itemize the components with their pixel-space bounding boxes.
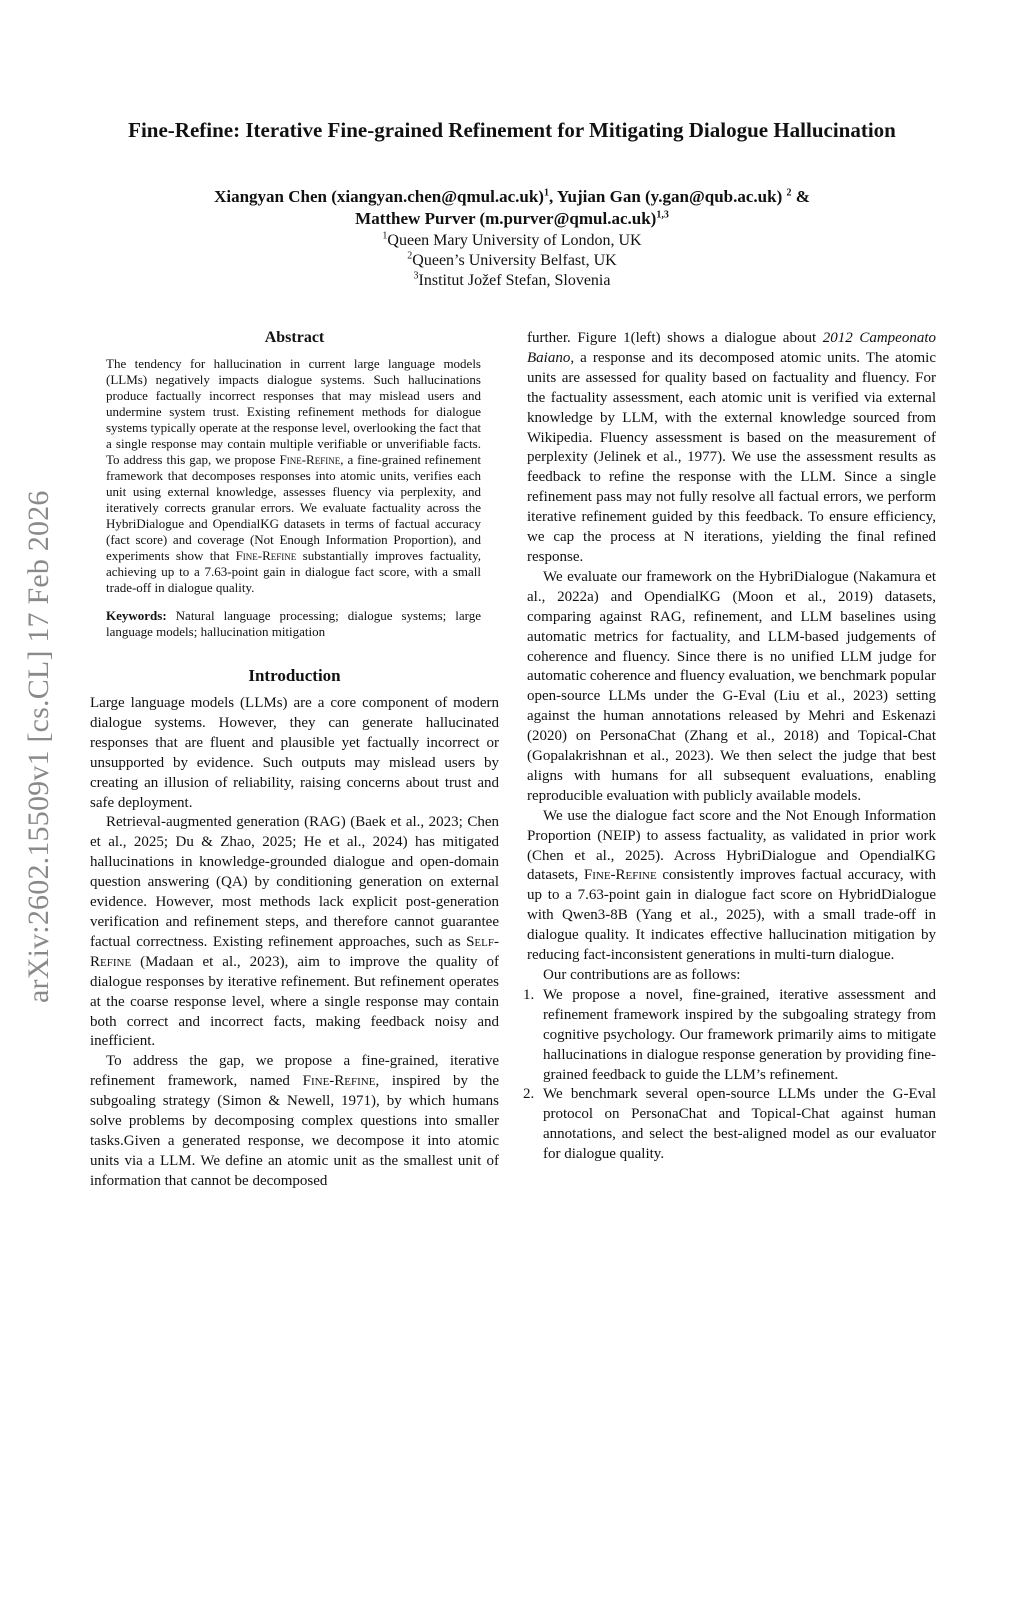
author-list: [120, 186, 904, 230]
intro-paragraph-2: Retrieval-augmented generation (RAG) (Baek et al., 2023; Chen et al., 2025; Du & Zhao, 2025; He et al., 2024) has mitigated hallucinations in knowledge-grounded dialogue and open-domain question answering (QA) by conditioning generation on external evidence. However, most methods lack explicit post-generation verification and refinement steps, and therefore cannot guarantee factual correctness. Existing refinement approaches, such as Self-Refine (Madaan et al., 2023), aim to improve the quality of dialogue responses by iterative refinement. But refinement operates at the coarse response level, where a single response may contain both correct and incorrect facts, making feedback noisy and inefficient.: [90, 814, 499, 1050]
intro-paragraph-1: Large language models (LLMs) are a core component of modern dialogue systems. However, they can generate hallucinated responses that are fluent and plausible yet factually incorrect or unsupported by evidence. Such outputs may mislead users by creating an illusion of reliability, raising concerns about trust and safe deployment.: [90, 695, 499, 811]
affiliation-item: $^2$Queen’s University Belfast, UK: [407, 250, 617, 269]
contribution-item: 2. We benchmark several open-source LLMs under the G-Eval protocol on PersonaChat and Topical-Chat against human annotations, and select the best-aligned model as our evaluator for dialogue quality.: [523, 1086, 936, 1163]
author-gan: , Yujian Gan (y.gan@qub.ac.uk): [548, 187, 787, 206]
author-ampersand: &: [791, 187, 810, 206]
contributions-list: [523, 986, 936, 1165]
keywords: Keywords: Natural language processing; dialogue systems; large language models; hallucination mitigation: [106, 608, 481, 639]
arxiv-identifier-text: arXiv:2602.15509v1 [cs.CL] 17 Feb 2026: [22, 490, 55, 1003]
abstract-heading: Abstract: [264, 329, 325, 346]
introduction-heading: Introduction: [248, 666, 341, 685]
author-purver: Matthew Purver (m.purver@qmul.ac.uk): [355, 209, 657, 228]
right-paragraph-2: We evaluate our framework on the HybriDialogue (Nakamura et al., 2022a) and OpendialKG (Moon et al., 2019) datasets, comparing against RAG, refinement, and LLM baselines using automatic metrics for factuality, and LLM-based judgements of coherence and fluency. Since there is no unified LLM judge for automatic coherence and fluency evaluation, we benchmark popular open-source LLMs under the G-Eval (Liu et al., 2023) setting against the human annotations released by Mehri and Eskenazi (2020) on PersonaChat (Zhang et al., 2018) and Topical-Chat (Gopalakrishnan et al., 2023). We then select the judge that best aligns with humans for all subsequent evaluations, enabling reproducible evaluation with publicly available models.: [527, 568, 936, 804]
right-column: [523, 329, 937, 1165]
right-paragraph-1: further. Figure 1(left) shows a dialogue about 2012 Campeonato Baiano, a response and its decomposed atomic units. The atomic units are assessed for quality based on factuality and fluency. For the factuality assessment, each atomic unit is verified via external knowledge by LLM, with the external knowledge sourced from Wikipedia. Fluency assessment is based on the measurement of perplexity (Jelinek et al., 1977). We use the assessment results as feedback to refine the response with the LLM. Since a single refinement pass may not fully resolve all factual errors, we perform iterative refinement guided by this feedback. To ensure efficiency, we cap the process at N iterations, yielding the final refined response.: [527, 330, 936, 565]
left-column: [90, 328, 499, 1192]
affiliation-item: $^3$Institut Jožef Stefan, Slovenia: [413, 270, 611, 289]
right-paragraph-3: We use the dialogue fact score and the Not Enough Information Proportion (NEIP) to assess factuality, as validated in prior work (Chen et al., 2025). Across HybriDialogue and OpendialKG datasets, Fine-Refine consistently improves factual accuracy, with up to a 7.63-point gain in dialogue fact score on HybridDialogue with Qwen3-8B (Yang et al., 2025), with a small trade-off in dialogue quality. It indicates effective hallucination mitigation by reducing fact-inconsistent generations in multi-turn dialogue.: [527, 807, 937, 964]
contribution-item: 1. We propose a novel, fine-grained, iterative assessment and refinement framework inspired by the subgoaling strategy from cognitive psychology. Our framework primarily aims to mitigate hallucinations in dialogue response generation by providing fine-grained feedback to guide the LLM’s refinement.: [523, 986, 936, 1083]
right-paragraph-4: Our contributions are as follows:: [543, 967, 741, 983]
author-chen-affil: 1: [543, 187, 549, 199]
arxiv-identifier-stamp: [22, 490, 55, 1603]
author-purver-affil: 1,3: [656, 209, 669, 221]
affiliation-item: $^1$Queen Mary University of London, UK: [382, 230, 642, 249]
abstract-body: The tendency for hallucination in current large language models (LLMs) negatively impacts dialogue systems. Such hallucinations produce factually incorrect responses that may mislead users and undermine system trust. Existing refinement methods for dialogue systems typically operate at the response level, overlooking the fact that a single response may contain multiple verifiable or unverifiable facts. To address this gap, we propose Fine-Refine, a fine-grained refinement framework that decomposes responses into atomic units, verifies each unit using external knowledge, assesses fluency via perplexity, and iteratively corrects granular errors. We evaluate factuality across the HybriDialogue and OpendialKG datasets in terms of factual accuracy (fact score) and coverage (Not Enough Information Proportion), and experiments show that Fine-Refine substantially improves factuality, achieving up to a 7.63-point gain in dialogue fact score, with a small trade-off in dialogue quality.: [106, 356, 481, 595]
paper-title: Fine-Refine: Iterative Fine-grained Refinement for Mitigating Dialogue Hallucination: [128, 118, 896, 142]
affiliation-list: [120, 231, 904, 291]
intro-paragraph-3: To address the gap, we propose a fine-grained, iterative refinement framework, named Fine-Refine, inspired by the subgoaling strategy (Simon & Newell, 1971), by which humans solve problems by decomposing complex questions into smaller tasks.Given a generated response, we decompose it into atomic units via a LLM. We define an atomic unit as the smallest unit of information that cannot be decomposed: [90, 1053, 499, 1189]
author-chen: Xiangyan Chen (xiangyan.chen@qmul.ac.uk): [214, 187, 544, 206]
author-gan-affil: 2: [786, 187, 792, 199]
